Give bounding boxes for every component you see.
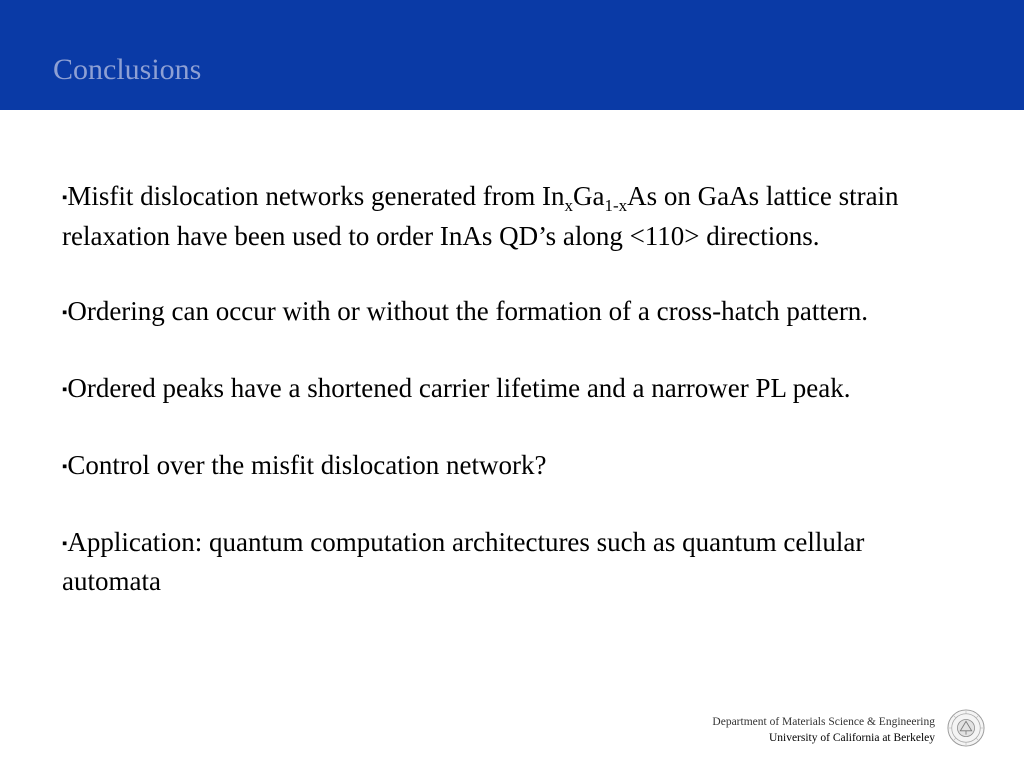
subscript: 1-x <box>604 196 628 215</box>
bullet-item-4 <box>62 447 962 487</box>
bullet-marker-icon: ▪ <box>62 304 68 321</box>
university-seal-icon <box>947 709 985 747</box>
bullet-item-2 <box>62 293 962 333</box>
bullet-text: Application: quantum computation architectures such as quantum cellular automata <box>62 526 865 596</box>
footer <box>712 714 935 746</box>
bullet-text: Ordered peaks have a shortened carrier lifetime and a narrower PL peak. <box>67 372 851 403</box>
bullet-text: Control over the misfit dislocation network? <box>67 449 547 480</box>
bullet-marker-icon: ▪ <box>62 381 68 398</box>
bullet-item-5 <box>62 524 962 601</box>
bullet-item-1 <box>62 178 962 255</box>
slide-title: Conclusions <box>53 53 202 86</box>
title-bar <box>0 0 1024 110</box>
footer-department: Department of Materials Science & Engineering <box>712 716 935 728</box>
bullet-marker-icon: ▪ <box>62 458 68 475</box>
bullet-text: As on GaAs lattice strain relaxation have been used to order InAs QD’s along <110> directions. <box>62 181 899 251</box>
bullet-text: Ordering can occur with or without the formation of a cross-hatch pattern. <box>67 295 869 326</box>
bullet-marker-icon: ▪ <box>62 535 68 552</box>
bullet-text: Ga <box>572 181 605 211</box>
bullet-marker-icon: ▪ <box>62 190 68 206</box>
footer-university: University of California at Berkeley <box>768 732 935 744</box>
bullet-list <box>62 178 962 601</box>
bullet-text: Misfit dislocation networks generated from In <box>67 181 565 211</box>
bullet-item-3 <box>62 370 962 410</box>
subscript: x <box>564 196 573 215</box>
